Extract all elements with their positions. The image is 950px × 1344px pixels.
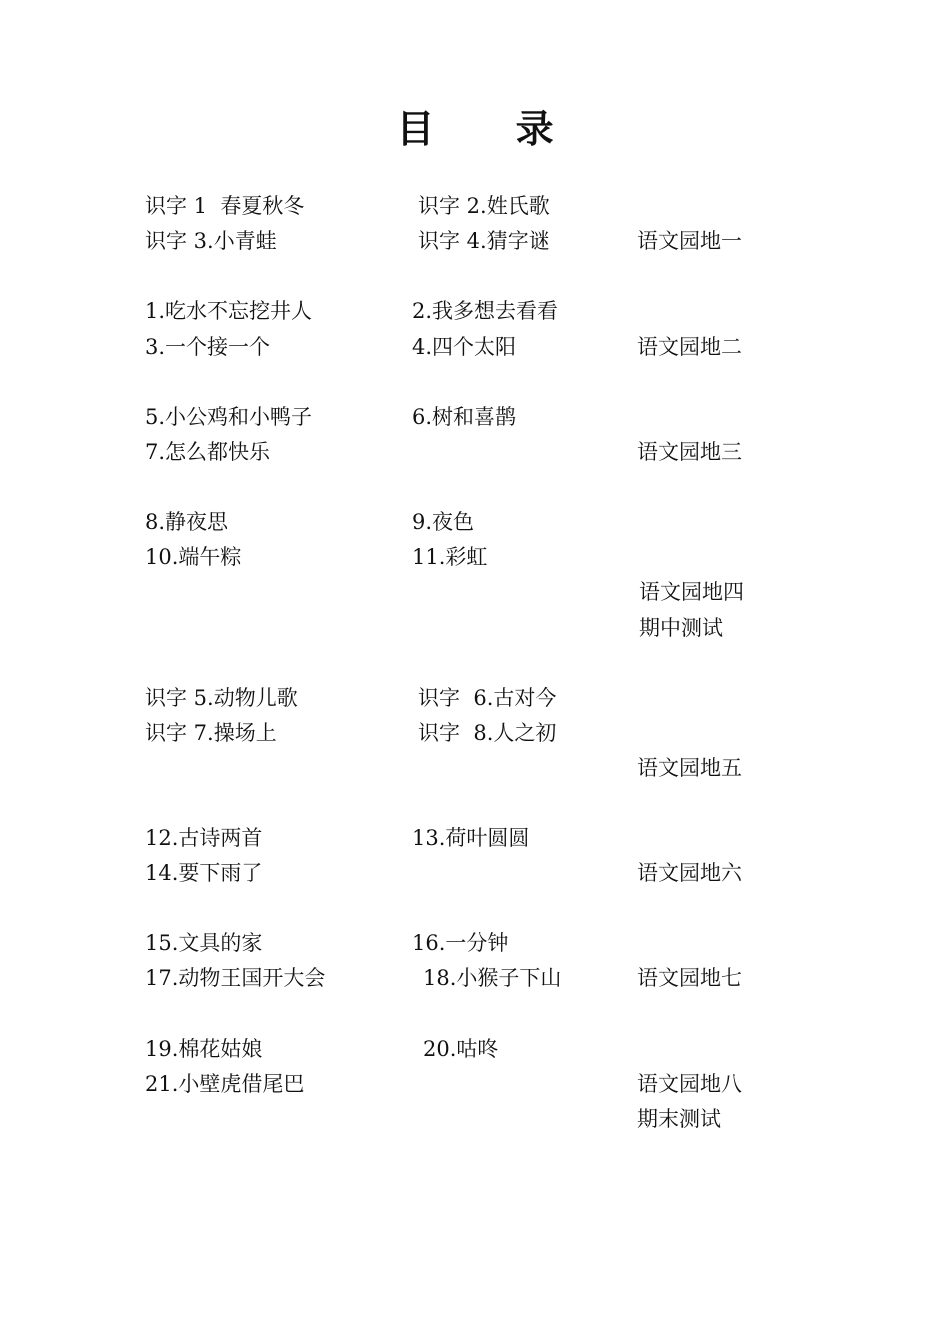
toc-entry: 识字 7.操场上 — [145, 721, 277, 745]
toc-entry: 识字 5.动物儿歌 — [145, 686, 298, 710]
toc-entry: 13.荷叶圆圆 — [412, 826, 530, 850]
toc-entry: 1.吃水不忘挖井人 — [145, 299, 313, 323]
toc-entry: 5.小公鸡和小鸭子 — [145, 405, 313, 429]
toc-entry: 18.小猴子下山 — [423, 966, 562, 990]
toc-entry: 语文园地八 — [637, 1072, 742, 1096]
toc-entry: 3.一个接一个 — [145, 335, 271, 359]
toc-entry: 19.棉花姑娘 — [145, 1037, 263, 1061]
toc-entry: 7.怎么都快乐 — [145, 440, 271, 464]
toc-entry: 21.小壁虎借尾巴 — [145, 1072, 305, 1096]
toc-entry: 语文园地二 — [637, 335, 742, 359]
toc-entry: 语文园地六 — [637, 861, 742, 885]
toc-entry: 10.端午粽 — [145, 545, 242, 569]
toc-entry: 识字 2.姓氏歌 — [418, 194, 550, 218]
toc-entry: 识字 1 春夏秋冬 — [145, 194, 305, 218]
toc-entry: 语文园地三 — [637, 440, 742, 464]
toc-entry: 4.四个太阳 — [412, 335, 517, 359]
toc-entry: 期中测试 — [639, 616, 723, 640]
toc-entry: 6.树和喜鹊 — [412, 405, 517, 429]
toc-entry: 语文园地五 — [637, 756, 742, 780]
toc-entry: 识字 8.人之初 — [418, 721, 557, 745]
toc-entry: 16.一分钟 — [412, 931, 509, 955]
toc-entry: 20.咕咚 — [423, 1037, 499, 1061]
toc-entry: 识字 3.小青蛙 — [145, 229, 277, 253]
toc-entry: 识字 6.古对今 — [418, 686, 557, 710]
toc-entry: 期末测试 — [637, 1107, 721, 1131]
toc-entry: 17.动物王国开大会 — [145, 966, 326, 990]
toc-entry: 语文园地一 — [637, 229, 742, 253]
toc-entry: 12.古诗两首 — [145, 826, 263, 850]
toc-entry: 识字 4.猜字谜 — [418, 229, 550, 253]
toc-entry: 8.静夜思 — [145, 510, 229, 534]
toc-entry: 14.要下雨了 — [145, 861, 263, 885]
toc-entry: 2.我多想去看看 — [412, 299, 559, 323]
toc-entry: 语文园地四 — [639, 580, 744, 604]
page-title: 目 录 — [396, 106, 588, 151]
toc-entry: 11.彩虹 — [412, 545, 488, 569]
toc-entry: 15.文具的家 — [145, 931, 263, 955]
toc-entry: 9.夜色 — [412, 510, 475, 534]
toc-entry: 语文园地七 — [637, 966, 742, 990]
